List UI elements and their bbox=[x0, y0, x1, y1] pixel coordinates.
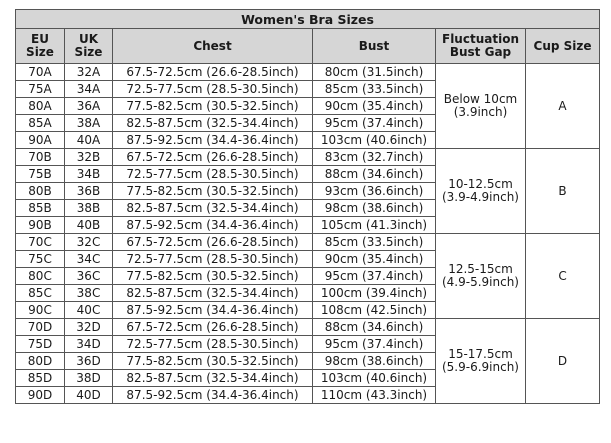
chest-cell: 67.5-72.5cm (26.6-28.5inch) bbox=[113, 149, 313, 166]
bust-cell: 103cm (40.6inch) bbox=[313, 132, 436, 149]
eu-size-cell: 70C bbox=[16, 234, 65, 251]
title-row bbox=[16, 10, 600, 29]
header-uk-size: UK Size bbox=[65, 29, 113, 64]
header-cup-size: Cup Size bbox=[526, 29, 600, 64]
bust-cell: 93cm (36.6inch) bbox=[313, 183, 436, 200]
bust-cell: 90cm (35.4inch) bbox=[313, 98, 436, 115]
uk-size-cell: 34A bbox=[65, 81, 113, 98]
bust-cell: 98cm (38.6inch) bbox=[313, 200, 436, 217]
bust-cell: 90cm (35.4inch) bbox=[313, 251, 436, 268]
uk-size-cell: 40A bbox=[65, 132, 113, 149]
header-chest: Chest bbox=[113, 29, 313, 64]
chest-cell: 82.5-87.5cm (32.5-34.4inch) bbox=[113, 370, 313, 387]
uk-size-cell: 36C bbox=[65, 268, 113, 285]
bust-cell: 95cm (37.4inch) bbox=[313, 336, 436, 353]
uk-size-cell: 36B bbox=[65, 183, 113, 200]
header-row bbox=[16, 29, 600, 64]
eu-size-cell: 75B bbox=[16, 166, 65, 183]
bra-size-chart bbox=[15, 9, 599, 404]
uk-size-cell: 38C bbox=[65, 285, 113, 302]
bust-cell: 100cm (39.4inch) bbox=[313, 285, 436, 302]
chest-cell: 77.5-82.5cm (30.5-32.5inch) bbox=[113, 183, 313, 200]
uk-size-cell: 34D bbox=[65, 336, 113, 353]
chest-cell: 72.5-77.5cm (28.5-30.5inch) bbox=[113, 166, 313, 183]
uk-size-cell: 34C bbox=[65, 251, 113, 268]
eu-size-cell: 75C bbox=[16, 251, 65, 268]
eu-size-cell: 80C bbox=[16, 268, 65, 285]
bust-cell: 98cm (38.6inch) bbox=[313, 353, 436, 370]
chest-cell: 77.5-82.5cm (30.5-32.5inch) bbox=[113, 98, 313, 115]
chest-cell: 87.5-92.5cm (34.4-36.4inch) bbox=[113, 387, 313, 404]
table-row bbox=[16, 64, 600, 81]
bust-cell: 95cm (37.4inch) bbox=[313, 115, 436, 132]
table-title: Women's Bra Sizes bbox=[16, 10, 600, 29]
eu-size-cell: 85B bbox=[16, 200, 65, 217]
header-bust: Bust bbox=[313, 29, 436, 64]
cup-size-cell: C bbox=[526, 234, 600, 319]
bust-gap-cell: 10-12.5cm (3.9-4.9inch) bbox=[436, 149, 526, 234]
bust-cell: 88cm (34.6inch) bbox=[313, 319, 436, 336]
uk-size-cell: 38B bbox=[65, 200, 113, 217]
bust-cell: 95cm (37.4inch) bbox=[313, 268, 436, 285]
bust-cell: 88cm (34.6inch) bbox=[313, 166, 436, 183]
chest-cell: 87.5-92.5cm (34.4-36.4inch) bbox=[113, 132, 313, 149]
uk-size-cell: 34B bbox=[65, 166, 113, 183]
bust-cell: 80cm (31.5inch) bbox=[313, 64, 436, 81]
eu-size-cell: 70D bbox=[16, 319, 65, 336]
bust-cell: 110cm (43.3inch) bbox=[313, 387, 436, 404]
chest-cell: 72.5-77.5cm (28.5-30.5inch) bbox=[113, 336, 313, 353]
eu-size-cell: 80A bbox=[16, 98, 65, 115]
chest-cell: 82.5-87.5cm (32.5-34.4inch) bbox=[113, 285, 313, 302]
bust-cell: 85cm (33.5inch) bbox=[313, 234, 436, 251]
chest-cell: 67.5-72.5cm (26.6-28.5inch) bbox=[113, 319, 313, 336]
eu-size-cell: 85A bbox=[16, 115, 65, 132]
uk-size-cell: 40C bbox=[65, 302, 113, 319]
chest-cell: 72.5-77.5cm (28.5-30.5inch) bbox=[113, 81, 313, 98]
cup-size-cell: B bbox=[526, 149, 600, 234]
bust-gap-cell: 12.5-15cm (4.9-5.9inch) bbox=[436, 234, 526, 319]
uk-size-cell: 38D bbox=[65, 370, 113, 387]
bust-cell: 83cm (32.7inch) bbox=[313, 149, 436, 166]
table-body bbox=[16, 64, 600, 404]
uk-size-cell: 36D bbox=[65, 353, 113, 370]
chest-cell: 77.5-82.5cm (30.5-32.5inch) bbox=[113, 268, 313, 285]
chest-cell: 87.5-92.5cm (34.4-36.4inch) bbox=[113, 217, 313, 234]
chest-cell: 82.5-87.5cm (32.5-34.4inch) bbox=[113, 200, 313, 217]
chest-cell: 77.5-82.5cm (30.5-32.5inch) bbox=[113, 353, 313, 370]
bust-cell: 85cm (33.5inch) bbox=[313, 81, 436, 98]
bust-cell: 108cm (42.5inch) bbox=[313, 302, 436, 319]
eu-size-cell: 80D bbox=[16, 353, 65, 370]
bust-cell: 103cm (40.6inch) bbox=[313, 370, 436, 387]
eu-size-cell: 75D bbox=[16, 336, 65, 353]
bust-gap-cell: 15-17.5cm (5.9-6.9inch) bbox=[436, 319, 526, 404]
eu-size-cell: 90B bbox=[16, 217, 65, 234]
table-row bbox=[16, 149, 600, 166]
eu-size-cell: 75A bbox=[16, 81, 65, 98]
header-eu-size: EU Size bbox=[16, 29, 65, 64]
eu-size-cell: 90D bbox=[16, 387, 65, 404]
table-row bbox=[16, 234, 600, 251]
uk-size-cell: 32D bbox=[65, 319, 113, 336]
uk-size-cell: 40B bbox=[65, 217, 113, 234]
cup-size-cell: D bbox=[526, 319, 600, 404]
uk-size-cell: 32A bbox=[65, 64, 113, 81]
uk-size-cell: 36A bbox=[65, 98, 113, 115]
size-table bbox=[15, 9, 600, 404]
eu-size-cell: 85C bbox=[16, 285, 65, 302]
bust-gap-cell: Below 10cm (3.9inch) bbox=[436, 64, 526, 149]
chest-cell: 87.5-92.5cm (34.4-36.4inch) bbox=[113, 302, 313, 319]
eu-size-cell: 85D bbox=[16, 370, 65, 387]
header-fluctuation-bust-gap: Fluctuation Bust Gap bbox=[436, 29, 526, 64]
uk-size-cell: 40D bbox=[65, 387, 113, 404]
uk-size-cell: 32B bbox=[65, 149, 113, 166]
eu-size-cell: 90A bbox=[16, 132, 65, 149]
chest-cell: 82.5-87.5cm (32.5-34.4inch) bbox=[113, 115, 313, 132]
eu-size-cell: 90C bbox=[16, 302, 65, 319]
uk-size-cell: 32C bbox=[65, 234, 113, 251]
eu-size-cell: 70A bbox=[16, 64, 65, 81]
chest-cell: 67.5-72.5cm (26.6-28.5inch) bbox=[113, 64, 313, 81]
table-row bbox=[16, 319, 600, 336]
bust-cell: 105cm (41.3inch) bbox=[313, 217, 436, 234]
chest-cell: 67.5-72.5cm (26.6-28.5inch) bbox=[113, 234, 313, 251]
uk-size-cell: 38A bbox=[65, 115, 113, 132]
eu-size-cell: 80B bbox=[16, 183, 65, 200]
chest-cell: 72.5-77.5cm (28.5-30.5inch) bbox=[113, 251, 313, 268]
eu-size-cell: 70B bbox=[16, 149, 65, 166]
cup-size-cell: A bbox=[526, 64, 600, 149]
